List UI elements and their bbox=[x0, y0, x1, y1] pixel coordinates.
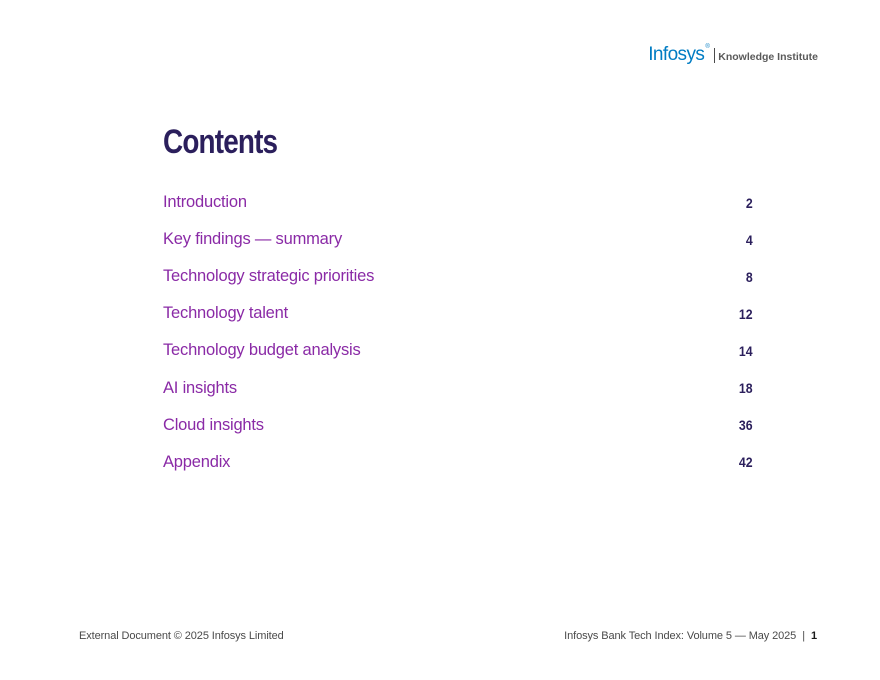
toc-item-page-number[interactable]: 42 bbox=[739, 454, 753, 471]
toc-item-appendix[interactable] bbox=[163, 444, 753, 481]
logo-brand bbox=[648, 45, 709, 64]
footer-separator: | bbox=[802, 630, 805, 642]
toc-item-page-number[interactable]: 12 bbox=[739, 305, 753, 322]
toc-item-label[interactable]: Technology strategic priorities bbox=[163, 267, 375, 286]
logo-divider bbox=[714, 48, 715, 63]
toc-item-label[interactable]: Cloud insights bbox=[163, 415, 264, 434]
toc-item-label[interactable]: Introduction bbox=[163, 193, 247, 212]
footer-publication-title: Infosys Bank Tech Index: Volume 5 — May 2025 bbox=[564, 630, 797, 642]
toc-item-technology-budget-analysis[interactable] bbox=[163, 332, 753, 369]
toc-item-ai-insights[interactable] bbox=[163, 369, 753, 406]
toc-item-introduction[interactable] bbox=[163, 184, 753, 221]
page-title: Contents bbox=[163, 123, 278, 161]
infosys-knowledge-institute-logo bbox=[648, 42, 818, 64]
toc-item-cloud-insights[interactable] bbox=[163, 407, 753, 444]
table-of-contents bbox=[163, 184, 753, 481]
toc-item-technology-strategic-priorities[interactable] bbox=[163, 258, 753, 295]
logo-brand-text: Infosys bbox=[648, 44, 705, 65]
toc-item-page-number[interactable]: 8 bbox=[746, 268, 753, 285]
toc-item-label[interactable]: Key findings — summary bbox=[163, 230, 342, 249]
toc-item-page-number[interactable]: 36 bbox=[739, 417, 753, 434]
footer-copyright: External Document © 2025 Infosys Limited bbox=[79, 630, 284, 642]
toc-item-label[interactable]: AI insights bbox=[163, 378, 237, 397]
toc-item-page-number[interactable]: 18 bbox=[739, 380, 753, 397]
toc-item-label[interactable]: Technology budget analysis bbox=[163, 341, 361, 360]
toc-item-key-findings-summary[interactable] bbox=[163, 221, 753, 258]
footer-page-number: 1 bbox=[810, 630, 817, 642]
toc-item-page-number[interactable]: 14 bbox=[739, 342, 753, 359]
toc-item-label[interactable]: Appendix bbox=[163, 452, 231, 471]
toc-item-page-number[interactable]: 2 bbox=[746, 194, 753, 211]
toc-item-page-number[interactable]: 4 bbox=[746, 231, 753, 248]
logo-registered-mark: ® bbox=[705, 44, 710, 50]
footer-document-info bbox=[564, 630, 817, 642]
toc-item-label[interactable]: Technology talent bbox=[163, 304, 289, 323]
logo-subtitle: Knowledge Institute bbox=[718, 50, 818, 63]
toc-item-technology-talent[interactable] bbox=[163, 295, 753, 332]
